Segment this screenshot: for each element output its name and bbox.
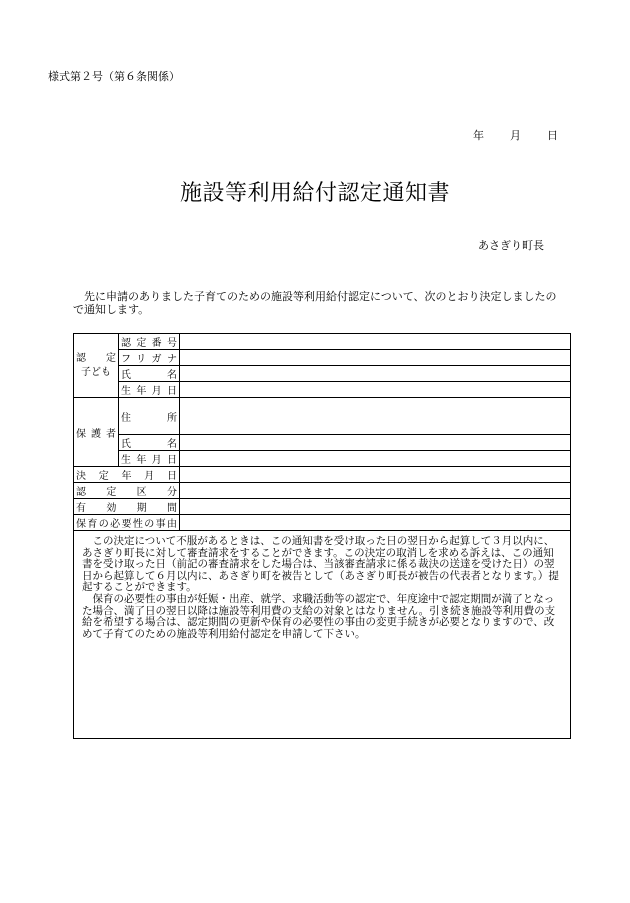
notice-paragraph-appeal: この決定について不服があるときは、この通知書を受け取った日の翌日から起算して３月以内に、あさぎり町長に対して審査請求をすることができます。この決定の取消しを求める訴えは、この通知書を受け取った日（前記の審査請求をした場合は、当該審査請求に係る裁決の送達を受けた日）の翌日から起算して６月以内に、あさぎり町を被告として（あさぎり町長が被告の代表者となります。）提起することができます。 — [82, 535, 559, 594]
table-row — [74, 435, 571, 451]
notice-box — [74, 531, 571, 739]
decision-date-label: 決定年月日 — [74, 467, 180, 483]
care-reason-field[interactable] — [180, 515, 571, 531]
child-group-line2: 子ども — [81, 366, 111, 378]
guardian-birthdate-field[interactable] — [180, 451, 571, 467]
date-month-label: 月 — [510, 129, 521, 142]
child-group-label — [74, 334, 119, 398]
guardian-name-label: 氏 名 — [119, 435, 180, 451]
form-number: 様式第２号（第６条関係） — [48, 70, 180, 83]
child-name-field[interactable] — [180, 366, 571, 382]
certification-category-label: 認定区分 — [74, 483, 180, 499]
certification-category-field[interactable] — [180, 483, 571, 499]
child-name-label: 氏 名 — [119, 366, 180, 382]
table-row — [74, 483, 571, 499]
table-row — [74, 350, 571, 366]
table-row — [74, 451, 571, 467]
table-row — [74, 515, 571, 531]
child-furigana-label: フリガナ — [119, 350, 180, 366]
decision-date-field[interactable] — [180, 467, 571, 483]
validity-period-field[interactable] — [180, 499, 571, 515]
intro-text: 先に申請のありました子育てのための施設等利用給付認定について、次のとおり決定しましたので通知します。 — [73, 290, 557, 316]
child-cert-number-field[interactable] — [180, 334, 571, 350]
guardian-address-field[interactable] — [180, 398, 571, 435]
notice-paragraph-renewal: 保育の必要性の事由が妊娠・出産、就学、求職活動等の認定で、年度途中で認定期間が満了となった場合、満了日の翌日以降は施設等利用費の支給の対象とはなりません。引き続き施設等利用費の支給を希望する場合は、認定期間の更新や保育の必要性の事由の変更手続きが必要となりますので、改めて子育てのための施設等利用給付認定を申請して下さい。 — [82, 592, 556, 640]
child-birthdate-field[interactable] — [180, 382, 571, 398]
certification-table — [73, 333, 571, 739]
child-cert-number-label: 認定番号 — [119, 334, 180, 350]
document-title: 施設等利用給付認定通知書 — [179, 181, 450, 206]
guardian-group-label: 保護者 — [74, 398, 119, 467]
date-year-label: 年 — [473, 129, 484, 142]
care-reason-label: 保育の必要性の事由 — [74, 515, 180, 531]
table-row — [74, 499, 571, 515]
table-row — [74, 382, 571, 398]
issuer-name: あさぎり町長 — [478, 239, 544, 252]
validity-period-label: 有効期間 — [74, 499, 180, 515]
table-row — [74, 366, 571, 382]
child-furigana-field[interactable] — [180, 350, 571, 366]
table-row — [74, 398, 571, 435]
child-group-line1: 認 定 — [76, 352, 116, 364]
guardian-address-label: 住 所 — [119, 398, 180, 435]
child-birthdate-label: 生年月日 — [119, 382, 180, 398]
date-day-label: 日 — [547, 129, 558, 142]
table-row — [74, 531, 571, 739]
guardian-birthdate-label: 生年月日 — [119, 451, 180, 467]
table-row — [74, 467, 571, 483]
table-row — [74, 334, 571, 350]
date-line — [473, 127, 558, 143]
guardian-name-field[interactable] — [180, 435, 571, 451]
